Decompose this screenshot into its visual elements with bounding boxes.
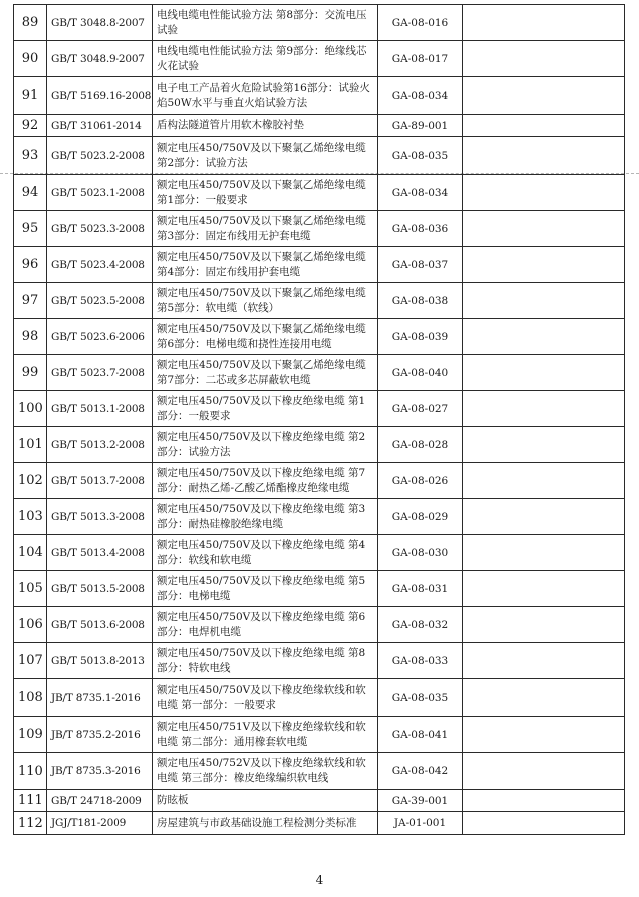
category-code: GA-08-034 — [378, 175, 463, 211]
category-code: GA-08-035 — [378, 137, 463, 175]
category-code: GA-08-037 — [378, 247, 463, 283]
table-row — [14, 535, 625, 571]
standard-title: 额定电压450/750V及以下聚氯乙烯绝缘电缆 第4部分：固定布线用护套电缆 — [153, 247, 378, 283]
row-number: 90 — [14, 41, 47, 77]
row-number: 110 — [14, 753, 47, 790]
remarks-cell — [463, 247, 625, 283]
standard-code: GB/T 3048.9-2007 — [47, 41, 153, 77]
standard-title: 电线电缆电性能试验方法 第8部分：交流电压试验 — [153, 5, 378, 41]
row-number: 104 — [14, 535, 47, 571]
table-row — [14, 571, 625, 607]
standard-code: GB/T 5013.5-2008 — [47, 571, 153, 607]
document-page — [13, 4, 625, 835]
remarks-cell — [463, 115, 625, 137]
category-code: GA-08-036 — [378, 211, 463, 247]
remarks-cell — [463, 463, 625, 499]
remarks-cell — [463, 427, 625, 463]
standard-code: GB/T 5023.5-2008 — [47, 283, 153, 319]
category-code: JA-01-001 — [378, 812, 463, 835]
standard-title: 额定电压450/750V及以下聚氯乙烯绝缘电缆 第6部分：电梯电缆和挠性连接用电缆 — [153, 319, 378, 355]
remarks-cell — [463, 319, 625, 355]
table-row — [14, 427, 625, 463]
row-number: 102 — [14, 463, 47, 499]
remarks-cell — [463, 391, 625, 427]
category-code: GA-08-034 — [378, 77, 463, 115]
standard-title: 电子电工产品着火危险试验第16部分：试验火焰50W水平与垂直火焰试验方法 — [153, 77, 378, 115]
row-number: 95 — [14, 211, 47, 247]
category-code: GA-08-041 — [378, 717, 463, 753]
standard-code: GB/T 5013.3-2008 — [47, 499, 153, 535]
category-code: GA-08-026 — [378, 463, 463, 499]
remarks-cell — [463, 499, 625, 535]
standard-code: GB/T 5013.7-2008 — [47, 463, 153, 499]
row-number: 108 — [14, 679, 47, 717]
category-code: GA-08-031 — [378, 571, 463, 607]
standard-title: 额定电压450/750V及以下橡皮绝缘电缆 第8部分：特软电线 — [153, 643, 378, 679]
table-row — [14, 499, 625, 535]
remarks-cell — [463, 753, 625, 790]
table-row — [14, 463, 625, 499]
remarks-cell — [463, 643, 625, 679]
category-code: GA-08-016 — [378, 5, 463, 41]
remarks-cell — [463, 790, 625, 812]
row-number: 93 — [14, 137, 47, 175]
category-code: GA-08-017 — [378, 41, 463, 77]
remarks-cell — [463, 355, 625, 391]
category-code: GA-08-027 — [378, 391, 463, 427]
standard-code: JB/T 8735.1-2016 — [47, 679, 153, 717]
table-row — [14, 319, 625, 355]
table-row — [14, 115, 625, 137]
standard-title: 房屋建筑与市政基础设施工程检测分类标准 — [153, 812, 378, 835]
row-number: 94 — [14, 175, 47, 211]
row-number: 92 — [14, 115, 47, 137]
table-row — [14, 247, 625, 283]
standard-title: 额定电压450/750V及以下橡皮绝缘电缆 第1部分：一般要求 — [153, 391, 378, 427]
remarks-cell — [463, 175, 625, 211]
standard-title: 额定电压450/750V及以下橡皮绝缘电缆 第7部分：耐热乙烯-乙酸乙烯酯橡皮绝缘电缆 — [153, 463, 378, 499]
category-code: GA-08-033 — [378, 643, 463, 679]
standard-title: 额定电压450/750V及以下橡皮绝缘电缆 第5部分：电梯电缆 — [153, 571, 378, 607]
remarks-cell — [463, 77, 625, 115]
row-number: 100 — [14, 391, 47, 427]
standard-code: GB/T 24718-2009 — [47, 790, 153, 812]
standard-title: 额定电压450/750V及以下聚氯乙烯绝缘电缆 第7部分：二芯或多芯屏蔽软电缆 — [153, 355, 378, 391]
category-code: GA-08-040 — [378, 355, 463, 391]
table-row — [14, 790, 625, 812]
category-code: GA-08-028 — [378, 427, 463, 463]
category-code: GA-08-029 — [378, 499, 463, 535]
remarks-cell — [463, 717, 625, 753]
table-row — [14, 607, 625, 643]
standard-title: 防眩板 — [153, 790, 378, 812]
table-row — [14, 211, 625, 247]
remarks-cell — [463, 571, 625, 607]
row-number: 98 — [14, 319, 47, 355]
standard-title: 额定电压450/750V及以下聚氯乙烯绝缘电缆 第5部分：软电缆（软线） — [153, 283, 378, 319]
table-row — [14, 283, 625, 319]
remarks-cell — [463, 5, 625, 41]
row-number: 101 — [14, 427, 47, 463]
row-number: 112 — [14, 812, 47, 835]
standard-code: JGJ/T181-2009 — [47, 812, 153, 835]
category-code: GA-08-039 — [378, 319, 463, 355]
standard-code: GB/T 5013.4-2008 — [47, 535, 153, 571]
table-row — [14, 643, 625, 679]
category-code: GA-89-001 — [378, 115, 463, 137]
remarks-cell — [463, 211, 625, 247]
standard-code: GB/T 5023.7-2008 — [47, 355, 153, 391]
remarks-cell — [463, 607, 625, 643]
standard-title: 额定电压450/750V及以下橡皮绝缘电缆 第4部分：软线和软电缆 — [153, 535, 378, 571]
standard-code: GB/T 31061-2014 — [47, 115, 153, 137]
remarks-cell — [463, 137, 625, 175]
standard-title: 额定电压450/750V及以下橡皮绝缘软线和软电缆 第一部分：一般要求 — [153, 679, 378, 717]
table-row — [14, 355, 625, 391]
standard-code: GB/T 5023.1-2008 — [47, 175, 153, 211]
row-number: 99 — [14, 355, 47, 391]
row-number: 106 — [14, 607, 47, 643]
standard-code: GB/T 5013.6-2008 — [47, 607, 153, 643]
table-row — [14, 812, 625, 835]
standards-table — [13, 4, 625, 835]
row-number: 97 — [14, 283, 47, 319]
standard-title: 额定电压450/751V及以下橡皮绝缘软线和软电缆 第二部分：通用橡套软电缆 — [153, 717, 378, 753]
row-number: 91 — [14, 77, 47, 115]
standard-code: GB/T 5023.2-2008 — [47, 137, 153, 175]
standard-title: 额定电压450/750V及以下橡皮绝缘电缆 第6部分：电焊机电缆 — [153, 607, 378, 643]
category-code: GA-08-042 — [378, 753, 463, 790]
table-row — [14, 5, 625, 41]
remarks-cell — [463, 679, 625, 717]
standard-code: GB/T 5013.8-2013 — [47, 643, 153, 679]
row-number: 109 — [14, 717, 47, 753]
remarks-cell — [463, 41, 625, 77]
category-code: GA-08-030 — [378, 535, 463, 571]
category-code: GA-08-035 — [378, 679, 463, 717]
remarks-cell — [463, 812, 625, 835]
standard-title: 额定电压450/750V及以下聚氯乙烯绝缘电缆 第1部分：一般要求 — [153, 175, 378, 211]
table-row — [14, 753, 625, 790]
standard-code: JB/T 8735.3-2016 — [47, 753, 153, 790]
table-row — [14, 137, 625, 175]
row-number: 107 — [14, 643, 47, 679]
table-row — [14, 77, 625, 115]
standard-title: 盾构法隧道管片用软木橡胶衬垫 — [153, 115, 378, 137]
table-row — [14, 717, 625, 753]
page-number: 4 — [315, 873, 324, 887]
row-number: 105 — [14, 571, 47, 607]
standard-title: 电线电缆电性能试验方法 第9部分：绝缘线芯火花试验 — [153, 41, 378, 77]
standard-code: GB/T 5023.6-2006 — [47, 319, 153, 355]
standard-title: 额定电压450/750V及以下橡皮绝缘电缆 第3部分：耐热硅橡胶绝缘电缆 — [153, 499, 378, 535]
remarks-cell — [463, 283, 625, 319]
standard-code: GB/T 5013.2-2008 — [47, 427, 153, 463]
standard-code: GB/T 3048.8-2007 — [47, 5, 153, 41]
row-number: 103 — [14, 499, 47, 535]
table-row — [14, 679, 625, 717]
standard-code: GB/T 5023.3-2008 — [47, 211, 153, 247]
standard-title: 额定电压450/752V及以下橡皮绝缘软线和软电缆 第三部分：橡皮绝缘编织软电线 — [153, 753, 378, 790]
category-code: GA-39-001 — [378, 790, 463, 812]
standard-code: GB/T 5023.4-2008 — [47, 247, 153, 283]
row-number: 89 — [14, 5, 47, 41]
row-number: 96 — [14, 247, 47, 283]
standard-title: 额定电压450/750V及以下聚氯乙烯绝缘电缆 第3部分：固定布线用无护套电缆 — [153, 211, 378, 247]
standard-code: GB/T 5013.1-2008 — [47, 391, 153, 427]
table-row — [14, 41, 625, 77]
table-row — [14, 391, 625, 427]
remarks-cell — [463, 535, 625, 571]
category-code: GA-08-038 — [378, 283, 463, 319]
standard-code: JB/T 8735.2-2016 — [47, 717, 153, 753]
standard-title: 额定电压450/750V及以下橡皮绝缘电缆 第2部分：试验方法 — [153, 427, 378, 463]
standard-code: GB/T 5169.16-2008 — [47, 77, 153, 115]
row-number: 111 — [14, 790, 47, 812]
category-code: GA-08-032 — [378, 607, 463, 643]
table-row — [14, 175, 625, 211]
standards-table-body — [14, 5, 625, 835]
standard-title: 额定电压450/750V及以下聚氯乙烯绝缘电缆 第2部分：试验方法 — [153, 137, 378, 175]
